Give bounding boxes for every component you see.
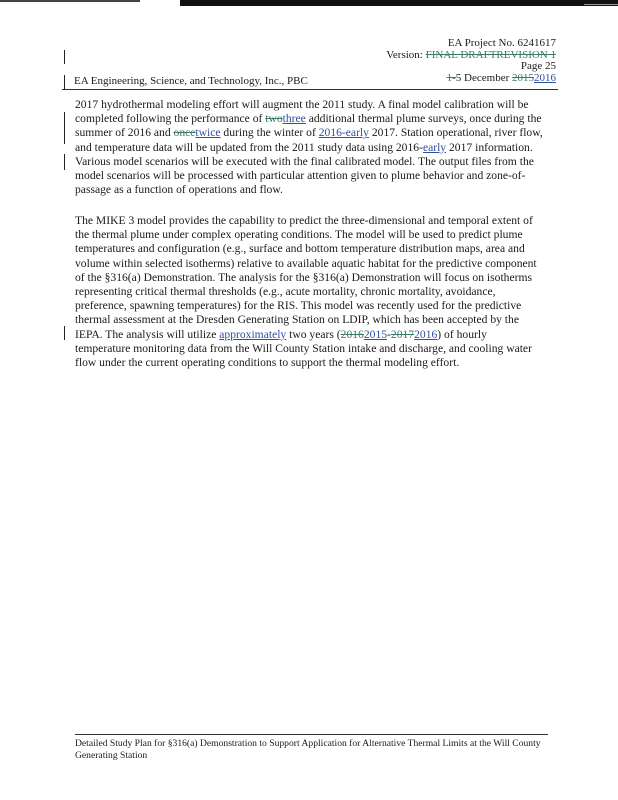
paragraph-1: [75, 98, 545, 197]
header-rule: [62, 89, 558, 90]
deleted-text: once: [173, 126, 196, 140]
date-inserted: 2016: [534, 71, 556, 84]
inserted-text: 2015: [363, 327, 388, 341]
inserted-text: twice: [195, 126, 221, 140]
change-bar: [64, 50, 65, 64]
change-bar: [64, 112, 65, 144]
text-run: 2017. Station operational, river flow, and temperature data will be updated from the 2011 study data using 2016-: [75, 126, 543, 154]
text-run: 2017 hydrothermal modeling effort will augment the 2011 study. A final model calibration will be completed following the performance of: [75, 98, 529, 126]
footer-rule: [75, 734, 548, 735]
inserted-text: 2016-early: [318, 126, 369, 140]
text-run: during the winter of: [220, 126, 319, 140]
company-name: EA Engineering, Science, and Technology, Inc., PBC: [74, 75, 308, 87]
version-label: Version:: [386, 48, 426, 61]
text-run: -: [387, 327, 391, 341]
inserted-text: three: [282, 112, 306, 126]
date-deleted-2: 2015: [512, 71, 534, 84]
paragraph-2: [75, 214, 545, 370]
deleted-text: two: [265, 112, 283, 126]
date-text: 5 December: [455, 71, 512, 84]
change-bar: [64, 75, 65, 89]
page-number: Page 25: [520, 60, 556, 72]
change-bar: [64, 154, 65, 170]
change-bar: [64, 326, 65, 340]
text-run: two years (: [286, 327, 341, 341]
text-run: additional thermal plume surveys, once during the summer of 2016 and: [75, 112, 542, 140]
text-run: 2017 information. Various model scenarios will be executed with the final calibrated model. The output files from the model scenarios will be processed with particular attention given to plume behavior and zone-of-passage as a function of operations and flow.: [75, 140, 534, 197]
version-deleted: FINAL DRAFTREVISION 1: [425, 48, 556, 61]
inserted-text: approximately: [219, 327, 287, 341]
text-run: ) of hourly temperature monitoring data from the Will County Station intake and discharge, and cooling water flow under the current operating conditions to support the thermal modeling effort.: [75, 327, 532, 370]
date-deleted-1: 1-: [446, 71, 456, 84]
scan-edge-tick: [584, 4, 618, 5]
project-number: EA Project No. 6241617: [447, 37, 556, 49]
footer-text: Detailed Study Plan for §316(a) Demonstration to Support Application for Alternative Thermal Limits at the Will County Generating Station: [75, 738, 541, 761]
inserted-text: early: [422, 140, 447, 154]
scan-top-bar: [180, 0, 618, 6]
deleted-text: 2017: [390, 327, 415, 341]
deleted-text: 2016: [340, 327, 364, 341]
text-run: The MIKE 3 model provides the capability to predict the three-dimensional and temporal extent of the thermal plume under complex operating conditions. The model will be used to predict plume temperatures and configuration (e.g., surface and bottom temperature distribution maps, area and volume within selected isotherms) relative to available aquatic habitat for the predictive component of the §316(a) Demonstration. The analysis for the §316(a) Demonstration will focus on isotherms representing critical thermal thresholds (e.g., acute mortality, chronic mortality, avoidance, preference, spawning temperatures) for the RIS. This model was recently used for the predictive thermal assessment at the Dresden Generating Station on LDIP, which has been accepted by the IEPA. The analysis will utilize: [75, 214, 537, 341]
header-block: [386, 38, 556, 84]
date-line: [386, 73, 556, 85]
inserted-text: 2016: [414, 327, 438, 341]
scan-edge-line: [0, 0, 140, 2]
